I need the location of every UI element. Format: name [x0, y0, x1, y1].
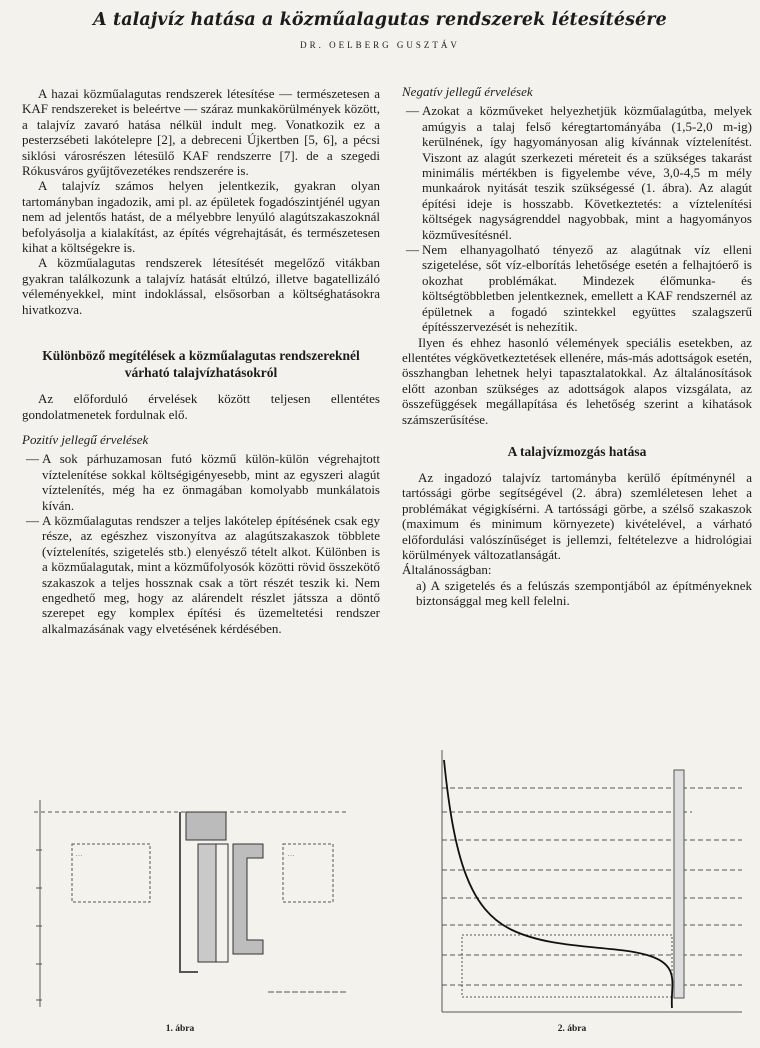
- right-column: [402, 86, 752, 609]
- figure-2: [402, 740, 752, 1025]
- negative-heading: Negatív jellegű érvelések: [402, 84, 533, 99]
- positive-heading: Pozitív jellegű érvelések: [22, 431, 149, 447]
- intro-paragraph-2: A talajvíz számos helyen jelentkezik, gyakran olyan tartományban ingadozik, ami pl. az épületek fogadószintjénél ugyan nem ad jelentős hatást, de a mélyebbre lenyúló alagútszakaszoknál befolyásolja a kialakítást, az építés végrehajtását, és természetesen kihat a költségekre is.: [22, 178, 380, 256]
- positive-item-1: — A sok párhuzamosan futó közmű külön-külön végrehajtott víztelenítése sokkal költségigényesebb, mint az egyszeri alagút víztelenítés, még ha ez önmagában komolyabb munkálatois kíván.: [26, 451, 380, 513]
- list-item-a: a) A szigetelés és a felúszás szempontjából az építményeknek biztonsággal meg kell felelni.: [416, 577, 752, 609]
- section-paragraph: Az előforduló érvelések között teljesen ellentétes gondolatmenetek fordulnak elő.: [22, 391, 380, 422]
- svg-text:…: …: [288, 850, 295, 858]
- paragraph-after-arguments: Ilyen és ehhez hasonló vélemények speciális esetekben, az ellentétes végkövetkeztetések ellenére, más-más adottságok esetén, összhangban lehetnek helyi tapasztalatokkal. Az általánosítások előtt azonban szükséges az adottságok alapos vizsgálata, az összefüggések megállapítása és lehetőség szerint a kihatások számszerűsítése.: [402, 334, 752, 427]
- section-heading-views: Különböző megítélések a közműalagutas rendszereknél várható talajvízhatásokról: [42, 348, 360, 381]
- positive-item-2: — A közműalagutas rendszer a teljes lakótelep építésének csak egy része, az egészhez viszonyítva az alagútszakaszok többlete (víztelenítés, szigetelés stb.) elenyésző tételt alkot. Különben is a közműalagutak, mint a közműfolyosók közötti rövid összekötő szakaszok a teljes hossznak csak a tört részét teszik ki. Nem engedhető meg, hogy az alárendelt részlet játssza a döntő szerepet egy komplex építési és üzemeltetési rendszer alkalmazásának vagy elvetésének kérdésében.: [26, 512, 380, 636]
- figure-2-caption: 2. ábra: [557, 1024, 587, 1034]
- figure-1-drawing: [28, 792, 358, 1017]
- negative-item-1: — Azokat a közműveket helyezhetjük közműalagútba, melyek amúgyis a talaj felső kéregtartományába (1,5-2,0 m-ig) kerülnének, így hagyományosan alig kívánnak víztelenítést. Viszont az alagút szerkezeti méreteit és a szükséges takarást minimális mértékben is figyelembe véve, 3,0-4,5 m mély munkaárok nyitását teszik szükségessé (1. ábra). Az alagút építési ideje is hosszabb. Következtetés: a víztelenítési költségek nagyságrenddel nagyobbak, mint a hagyományos közművesítésnél.: [406, 103, 752, 242]
- section-heading-groundwater: A talajvízmozgás hatása: [507, 443, 647, 459]
- negative-item-2: — Nem elhanyagolható tényező az alagútnak víz elleni szigetelése, sőt víz-elborítás lehetősége esetén a felhajtóerő is okozhat problémákat. Mindezek élőmunka- és költségtöbbletben jelentkeznek, emellett a KAF rendszernél az épületnek a fogadó szintekkel együttes szalagszerű építésszervezését is nehezítik.: [406, 242, 752, 335]
- groundwater-paragraph: Az ingadozó talajvíz tartományba kerülő építménynél a tartóssági görbe segítségével (2. ábra) szemléletesen lehet a problémákat végigkísérni. A tartóssági görbe, a szélső szakaszok (maximum és minimum környezete) kivételével, a várható előfordulási valószínűséget is jellemzi, feltételezve a hidrológiai körülmények változatlanságát.: [402, 469, 752, 562]
- left-column: [22, 86, 380, 636]
- svg-text:…: …: [76, 850, 83, 858]
- intro-paragraph-1: A hazai közműalagutas rendszerek létesítése — természetesen a KAF rendszereket is beleértve — száraz munkakörülmények között, a talajvíz zavaró hatása nélkül indult meg. Vonatkozik ez a pesterzsébeti lakótelepre [2], a debreceni Újkertben [5, 6], a pécsi siklósi városrészen létesülő KAF rendszerre [7]. de a szegedi Rókusváros gyűjtővezetékes rendszerére is.: [22, 86, 380, 179]
- figure-1: [28, 792, 358, 1017]
- article-title: A talajvíz hatása a közműalagutas rendszerek létesítésére: [93, 10, 667, 30]
- figure-1-caption: 1. ábra: [165, 1024, 195, 1034]
- intro-paragraph-3: A közműalagutas rendszerek létesítését megelőző vitákban gyakran találkozunk a talajvíz hatását eltúlzó, illetve bagatellizáló véleményekkel, mint indoklással, elsősorban a költséghatásokra hivatkozva.: [22, 255, 380, 317]
- article-author: DR. OELBERG GUSZTÁV: [300, 40, 460, 50]
- general-label: Általánosságban:: [402, 562, 492, 578]
- figure-2-drawing: [402, 740, 752, 1025]
